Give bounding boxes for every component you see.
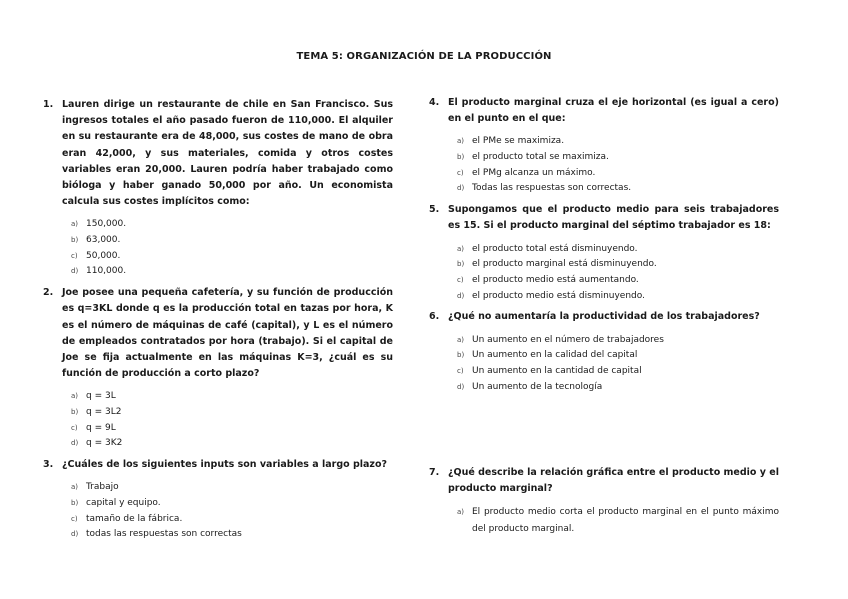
question-text: ¿Cuáles de los siguientes inputs son variables a largo plazo? [62, 459, 387, 471]
question-7 [429, 465, 779, 537]
option-b: b) capital y equipo. [71, 498, 161, 509]
question-text: Lauren dirige un restaurante de chile en San Francisco. Sus ingresos totales el año pasado fueron de 110,000. El alquiler en su restaurante era de 48,000, sus costes de mano de obra eran 42,000, y sus materiales, comida y otros costes variables eran 20,000. Lauren podría haber trabajado como bióloga y haber ganado 50,000 por año. Un economista calcula sus costes implícitos como: [62, 99, 393, 208]
question-3 [43, 457, 393, 543]
option-c: c) el producto medio está aumentando. [457, 274, 639, 285]
question-6 [429, 309, 779, 395]
option-d: d) Un aumento de la tecnología [457, 381, 603, 392]
option-c: c) 50,000. [71, 250, 121, 261]
options-list [43, 480, 393, 543]
question-1 [43, 97, 393, 280]
left-column [43, 97, 393, 548]
option-c: c) q = 9L [71, 422, 116, 433]
option-b: b) Un aumento en la calidad del capital [457, 350, 638, 361]
option-b: b) 63,000. [71, 235, 121, 246]
option-d: d) q = 3K2 [71, 438, 123, 449]
question-text: ¿Qué no aumentaría la productividad de los trabajadores? [448, 311, 760, 323]
option-a: a) Un aumento en el número de trabajadores [457, 334, 664, 345]
question-5 [429, 202, 779, 304]
option-c: c) Un aumento en la cantidad de capital [457, 365, 642, 376]
options-list [429, 333, 779, 396]
option-a: a) q = 3L [71, 391, 116, 402]
option-d: d) el producto medio está disminuyendo. [457, 290, 645, 301]
question-number: 4. [429, 97, 440, 108]
question-number: 1. [43, 99, 54, 110]
question-2 [43, 285, 393, 452]
option-d: d) 110,000. [71, 266, 127, 277]
options-list [429, 134, 779, 197]
question-text: Joe posee una pequeña cafetería, y su función de producción es q=3KL donde q es la producción total en tazas por hora, K es el número de máquinas de café (capital), y L es el número de empleados contratados por hora (trabajo). Si el capital de Joe se fija actualmente en las máquinas K=3, ¿cuál es su función de producción a corto plazo? [62, 287, 393, 380]
option-c: c) tamaño de la fábrica. [71, 513, 183, 524]
option-a: a) El producto medio corta el producto marginal en el punto máximo del producto marginal. [457, 507, 779, 534]
question-number: 6. [429, 311, 440, 323]
option-d: d) todas las respuestas son correctas [71, 529, 242, 540]
options-list [43, 389, 393, 452]
right-column [429, 95, 779, 400]
options-list [429, 242, 779, 305]
option-b: b) el producto total se maximiza. [457, 152, 609, 163]
question-number: 3. [43, 459, 54, 471]
option-a: a) el PMe se maximiza. [457, 136, 565, 147]
question-text: Supongamos que el producto medio para seis trabajadores es 15. Si el producto marginal del séptimo trabajador es 18: [448, 204, 779, 232]
option-a: a) Trabajo [71, 482, 119, 493]
options-list [429, 504, 779, 536]
options-list [43, 217, 393, 280]
option-a: a) el producto total está disminuyendo. [457, 243, 638, 254]
right-column-bottom [429, 465, 779, 542]
option-a: a) 150,000. [71, 219, 127, 230]
question-text: ¿Qué describe la relación gráfica entre el producto medio y el producto marginal? [448, 467, 779, 495]
question-4 [429, 95, 779, 197]
question-text: El producto marginal cruza el eje horizontal (es igual a cero) en el punto en el que: [448, 97, 779, 125]
document-title: TEMA 5: ORGANIZACIÓN DE LA PRODUCCIÓN [296, 51, 552, 62]
option-c: c) el PMg alcanza un máximo. [457, 167, 596, 178]
option-d: d) Todas las respuestas son correctas. [457, 183, 632, 194]
option-b: b) el producto marginal está disminuyendo. [457, 259, 657, 270]
question-number: 5. [429, 204, 440, 216]
option-b: b) q = 3L2 [71, 407, 122, 418]
question-number: 7. [429, 467, 440, 478]
question-number: 2. [43, 287, 54, 299]
